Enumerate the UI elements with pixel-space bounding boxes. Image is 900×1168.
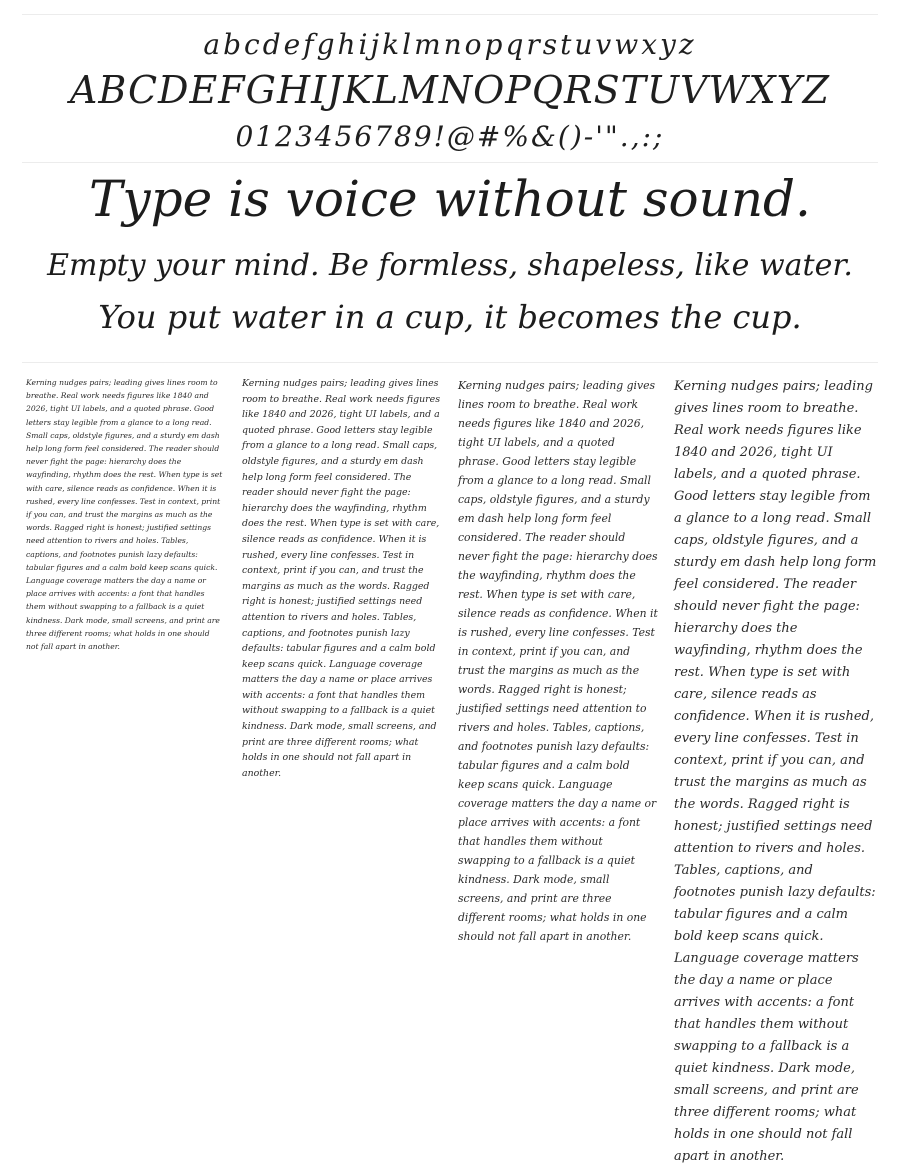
top-divider	[22, 14, 878, 15]
text-sample-column-md: Kerning nudges pairs; leading gives lines room to breathe. Real work needs figures like 1840 and 2026, tight UI labels, and a quoted phrase. Good letters stay legible from a glance to a long read. Small caps, oldstyle figures, and a sturdy em dash help long form feel considered. The reader should never fight the page: hierarchy does the wayfinding, rhythm does the rest. When type is set with care, silence reads as confidence. When it is rushed, every line confesses. Test in context, print if you can, and trust the margins as much as the words. Ragged right is honest; justified settings need attention to rivers and holes. Tables, captions, and footnotes punish lazy defaults: tabular figures and a calm bold keep scans quick. Language coverage matters the day a name or place arrives with accents: a font that handles them without swapping to a fallback is a quiet kindness. Dark mode, small screens, and print are three different rooms; what holds in one should not fall apart in another.	[458, 379, 658, 943]
headline-large: Type is voice without sound.	[89, 170, 811, 228]
figures-punctuation-row: 0123456789!@#%&()-'".,:;	[235, 120, 665, 153]
headline-medium-2: You put water in a cup, it becomes the cup.	[98, 298, 802, 336]
text-sample-column-sm: Kerning nudges pairs; leading gives lines room to breathe. Real work needs figures like 1840 and 2026, tight UI labels, and a quoted phrase. Good letters stay legible from a glance to a long read. Small caps, oldstyle figures, and a sturdy em dash help long form feel considered. The reader should never fight the page: hierarchy does the wayfinding, rhythm does the rest. When type is set with care, silence reads as confidence. When it is rushed, every line confesses. Test in context, print if you can, and trust the margins as much as the words. Ragged right is honest; justified settings need attention to rivers and holes. Tables, captions, and footnotes punish lazy defaults: tabular figures and a calm bold keep scans quick. Language coverage matters the day a name or place arrives with accents: a font that handles them without swapping to a fallback is a quiet kindness. Dark mode, small screens, and print are three different rooms; what holds in one should not fall apart in another.	[242, 378, 441, 779]
headline-medium: Empty your mind. Be formless, shapeless, like water.	[47, 248, 853, 283]
text-sample-column-lg: Kerning nudges pairs; leading gives lines room to breathe. Real work needs figures like 1840 and 2026, tight UI labels, and a quoted phrase. Good letters stay legible from a glance to a long read. Small caps, oldstyle figures, and a sturdy em dash help long form feel considered. The reader should never fight the page: hierarchy does the wayfinding, rhythm does the rest. When type is set with care, silence reads as confidence. When it is rushed, every line confesses. Test in context, print if you can, and trust the margins as much as the words. Ragged right is honest; justified settings need attention to rivers and holes. Tables, captions, and footnotes punish lazy defaults: tabular figures and a calm bold keep scans quick. Language coverage matters the day a name or place arrives with accents: a font that handles them without swapping to a fallback is a quiet kindness. Dark mode, small screens, and print are three different rooms; what holds in one should not fall apart in another.	[674, 379, 877, 1164]
headlines-divider	[22, 362, 878, 363]
glyphs-divider	[22, 162, 878, 163]
lowercase-glyph-row: abcdefghijklmnopqrstuvwxyz	[203, 28, 697, 61]
text-sample-column-xs: Kerning nudges pairs; leading gives lines room to breathe. Real work needs figures like 1840 and 2026, tight UI labels, and a quoted phrase. Good letters stay legible from a glance to a long read. Small caps, oldstyle figures, and a sturdy em dash help long form feel considered. The reader should never fight the page: hierarchy does the wayfinding, rhythm does the rest. When type is set with care, silence reads as confidence. When it is rushed, every line confesses. Test in context, print if you can, and trust the margins as much as the words. Ragged right is honest; justified settings need attention to rivers and holes. Tables, captions, and footnotes punish lazy defaults: tabular figures and a calm bold keep scans quick. Language coverage matters the day a name or place arrives with accents: a font that handles them without swapping to a fallback is a quiet kindness. Dark mode, small screens, and print are three different rooms; what holds in one should not fall apart in another.	[26, 378, 223, 652]
uppercase-glyph-row: ABCDEFGHIJKLMNOPQRSTUVWXYZ	[69, 68, 831, 112]
